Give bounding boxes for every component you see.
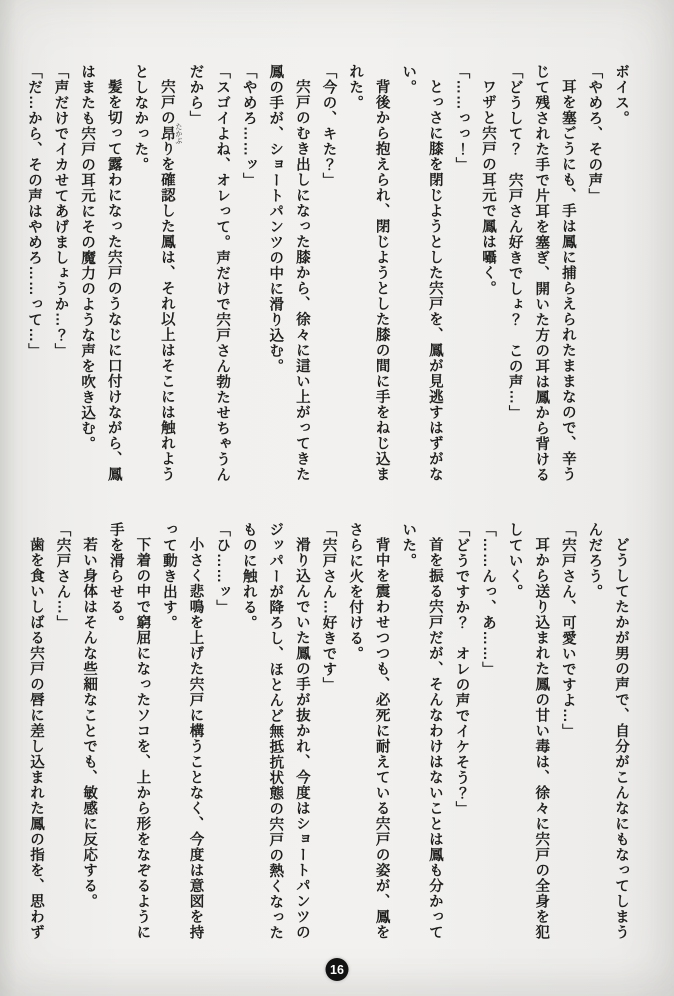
- text-column: ものに触れる。: [240, 522, 257, 631]
- text-column: としなかった。: [132, 64, 149, 173]
- text-column: って動き出す。: [160, 522, 177, 631]
- text-column: 滑り込んでいた鳳の手が抜かれ、今度はショートパンツの: [293, 537, 310, 940]
- text-column: 「宍戸さん…好きです」: [320, 522, 337, 693]
- text-column: 下着の中で窮屈になったソコを、上から形をなぞるように: [134, 537, 151, 940]
- text-column: 手を滑らせる。: [107, 522, 124, 631]
- text-column: [153, 64, 182, 502]
- text-column: とっさに膝を閉じようとした宍戸を、鳳が見逃すはずがな: [426, 79, 443, 482]
- text-column: んだろう。: [586, 522, 603, 600]
- text-column: 歯を食いしばる宍戸の唇に差し込まれた鳳の指を、思わず: [27, 537, 44, 940]
- text-column: 「どうして？ 宍戸さん好きでしょ？ この声…」: [506, 64, 523, 421]
- text-column: ワザと宍戸の耳元で鳳は囁く。: [480, 79, 497, 296]
- ruby-annotated-word: 昂 たかぶ: [158, 122, 182, 144]
- text-column: 小さく悲鳴を上げた宍戸に構うことなく、今度は意図を持: [187, 537, 204, 940]
- page-number: 16: [330, 962, 344, 977]
- text-column: 髪を切って露わになった宍戸のうなじに口付けながら、鳳: [105, 79, 122, 482]
- text-column: じて残された手で片耳を塞ぎ、開いた方の耳は鳳から背ける: [533, 64, 550, 483]
- text-column: 背後から抱えられ、閉じようとした膝の間に手をねじ込ま: [373, 79, 390, 482]
- text-column: 「どうですか？ オレの声でイケそう？」: [453, 522, 470, 817]
- text-column: さらに火を付ける。: [347, 522, 364, 662]
- top-text-block: [20, 64, 634, 502]
- text-column: 「だ…から、その声はやめろ……って…」: [25, 64, 42, 359]
- text-column: 「宍戸さん、可愛いですよ…」: [559, 522, 576, 739]
- text-column: 「ひ……ッ」: [214, 522, 231, 615]
- text-column: 「声だけでイカせてあげましょうか…？」: [52, 64, 69, 359]
- text-column: 背中を震わせつつも、必死に耐えている宍戸の姿が、鳳を: [373, 537, 390, 940]
- text-column: 耳を塞ごうにも、手は鳳に捕らえられたままなので、辛う: [559, 79, 576, 482]
- text-column: だから」: [187, 64, 204, 126]
- text-column: 「……んっ、あ……」: [480, 522, 497, 677]
- text-column: 首を振る宍戸だが、そんなわけはないことは鳳も分かって: [426, 537, 443, 940]
- text-column: 「宍戸さん…」: [54, 522, 71, 631]
- text-column: はまたも宍戸の耳元にその魔力のような声を吹き込む。: [79, 64, 96, 452]
- text-column: いた。: [400, 522, 417, 569]
- ruby-post-text: りを確認した鳳は、それ以上はそこには触れよう: [158, 141, 175, 482]
- text-column: 「やめろ、その声」: [586, 64, 603, 204]
- bottom-text-block: [22, 522, 634, 962]
- text-column: どうしてたかが男の声で、自分がこんなにもなってしまう: [613, 537, 629, 940]
- text-column: 「スゴイよね、オレって。声だけで宍戸さん勃たせちゃうん: [214, 64, 231, 483]
- text-column: ボイス。: [613, 64, 629, 126]
- text-column: 宍戸のむき出しになった膝から、徐々に這い上がってきた: [293, 79, 310, 482]
- text-column: ジッパーが降ろし、ほとんど無抵抗状態の宍戸の熱くなった: [267, 522, 284, 941]
- text-column: 耳から送り込まれた鳳の甘い毒は、徐々に宍戸の全身を犯: [533, 537, 550, 940]
- text-column: 「今の、キた？」: [320, 64, 337, 188]
- text-column: 「やめろ……ッ」: [240, 64, 257, 188]
- text-column: していく。: [506, 522, 523, 600]
- ruby-pre-text: 宍戸の: [158, 79, 175, 126]
- text-column: 「……っっ！」: [453, 64, 470, 173]
- text-column: れた。: [347, 64, 364, 111]
- text-column: 若い身体はそんな些細なことでも、敏感に反応する。: [81, 537, 98, 909]
- page-number-badge: [326, 958, 349, 981]
- text-column: い。: [400, 64, 417, 95]
- text-column: 鳳の手が、ショートパンツの中に滑り込む。: [267, 64, 284, 374]
